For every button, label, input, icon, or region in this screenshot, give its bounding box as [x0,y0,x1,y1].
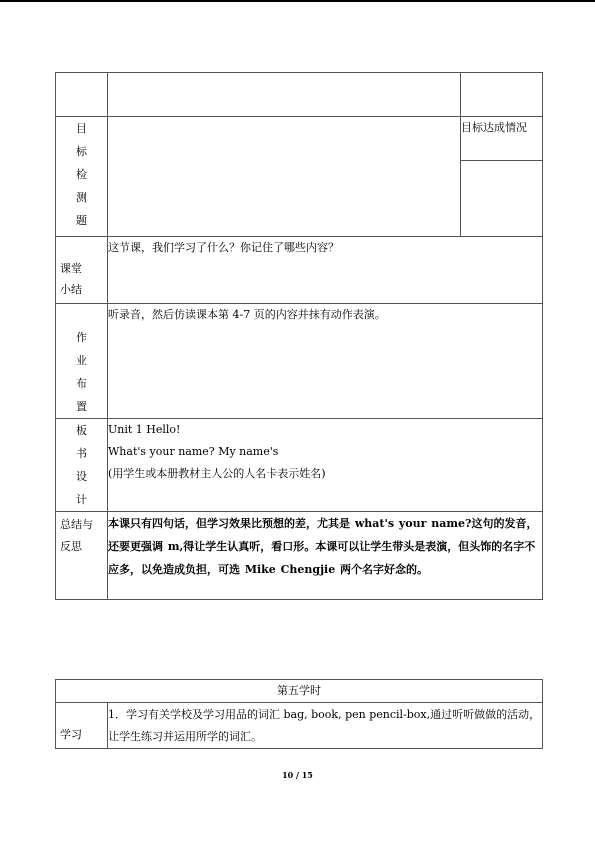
board-line: What's your name? My name's [108,445,279,458]
board-line: (用学生或本册教材主人公的人名卡表示姓名) [108,467,326,480]
reflection-row [56,512,543,600]
fifth-lesson-header: 第五学时 [56,680,543,703]
board-content [108,419,543,512]
blank-cell [461,73,543,117]
board-row [56,419,543,512]
page-number: 10 / 15 [282,770,313,780]
homework-text: 听录音，然后仿读课本第 4-7 页的内容并抹有动作表演。 [108,304,543,419]
lesson-plan-table [55,72,543,600]
reflection-text: 本课只有四句话，但学习效果比预想的差，尤其是 what's your name?这句的发音，还要更强调 m,得让学生认真听，看口形。本课可以让学生带头是表演，但头饰的名字不应多，以免造成负担，可选 Mike Chengjie 两个名字好念的。 [108,512,543,600]
fifth-lesson-table [55,679,543,749]
summary-text: 这节课，我们学习了什么？你记住了哪些内容？ [108,237,543,304]
goal-status-content [461,161,543,237]
goal-check-content [108,117,461,237]
blank-cell [56,73,108,117]
homework-label: 作 业 布 置 [56,304,108,419]
reflection-label: 总结与 反思 [56,512,108,600]
board-label: 板 书 设 计 [56,419,108,512]
goal-status-label: 目标达成情况 [461,117,543,161]
blank-row [56,73,543,117]
study-text: 1．学习有关学校及学习用品的词汇 bag, book, pen pencil-box,通过听听做做的活动，让学生练习并运用所学的词汇。 [108,703,543,749]
fifth-lesson-header-row [56,680,543,703]
top-rule [0,0,595,2]
study-label: 学习 [56,703,108,749]
blank-cell [108,73,461,117]
study-row [56,703,543,749]
goal-check-label: 目 标 检 测 题 [56,117,108,237]
homework-row [56,304,543,419]
summary-row [56,237,543,304]
goal-check-row [56,117,543,161]
board-line: Unit 1 Hello! [108,423,181,436]
summary-label: 课堂 小结 [56,237,108,304]
